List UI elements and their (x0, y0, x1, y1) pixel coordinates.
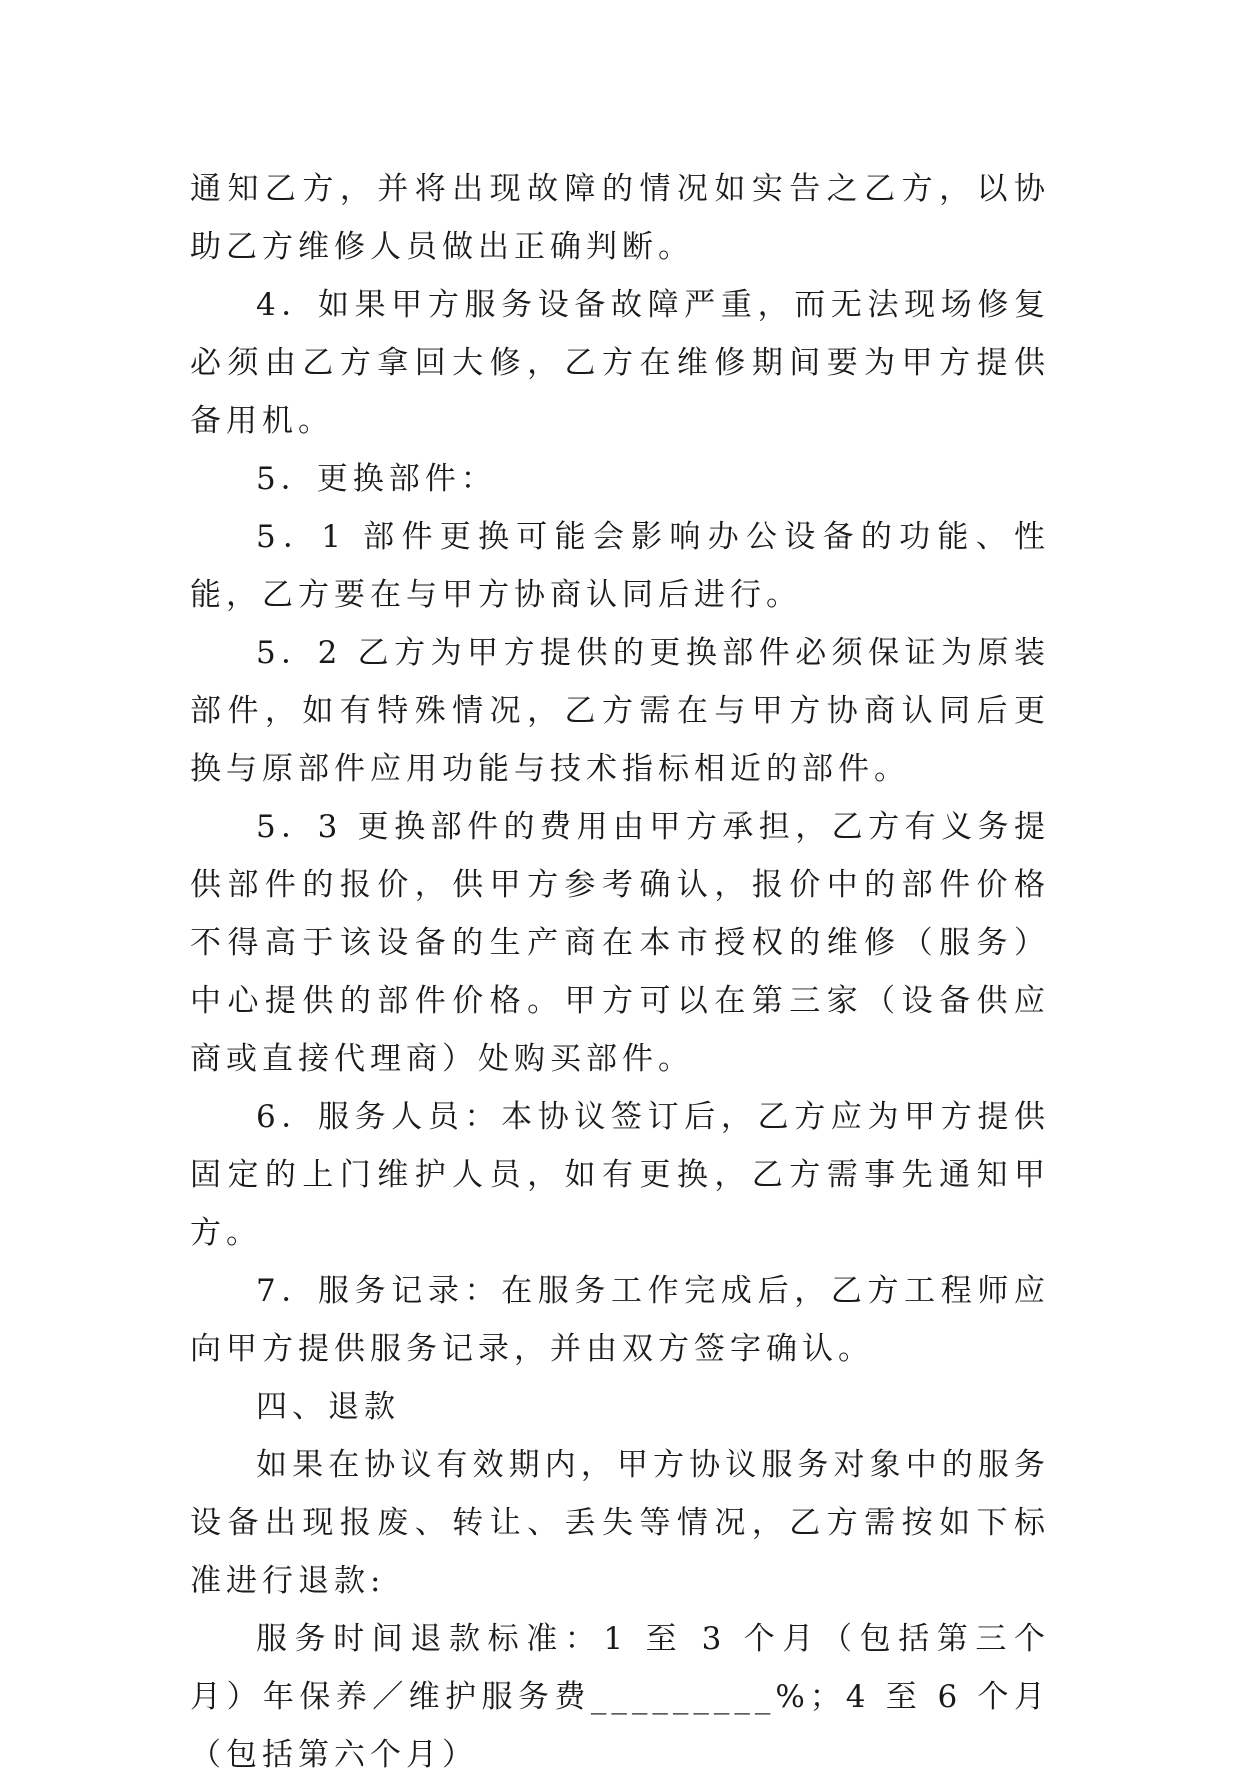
document-body (190, 160, 1050, 1784)
paragraph-6: 5．3 更换部件的费用由甲方承担，乙方有义务提供部件的报价，供甲方参考确认，报价中的部件价格不得高于该设备的生产商在本市授权的维修（服务）中心提供的部件价格。甲方可以在第三家（设备供应商或直接代理商）处购买部件。 (190, 809, 1050, 1077)
paragraph-10: 如果在协议有效期内，甲方协议服务对象中的服务设备出现报废、转让、丢失等情况，乙方需按如下标准进行退款: (190, 1447, 1050, 1599)
paragraph-1: 通知乙方，并将出现故障的情况如实告之乙方，以协助乙方维修人员做出正确判断。 (190, 171, 1050, 265)
paragraph-8: 7．服务记录：在服务工作完成后，乙方工程师应向甲方提供服务记录，并由双方签字确认。 (190, 1273, 1050, 1367)
paragraph-7: 6．服务人员：本协议签订后，乙方应为甲方提供固定的上门维护人员，如有更换，乙方需事先通知甲方。 (190, 1099, 1050, 1251)
paragraph-3: 5．更换部件： (256, 461, 497, 497)
paragraph-2: 4．如果甲方服务设备故障严重，而无法现场修复必须由乙方拿回大修，乙方在维修期间要为甲方提供备用机。 (190, 287, 1050, 439)
paragraph-4: 5．1 部件更换可能会影响办公设备的功能、性能，乙方要在与甲方协商认同后进行。 (190, 519, 1050, 613)
paragraph-5: 5．2 乙方为甲方提供的更换部件必须保证为原装部件，如有特殊情况，乙方需在与甲方协商认同后更换与原部件应用功能与技术指标相近的部件。 (190, 635, 1050, 787)
section-heading-refund: 四、退款 (256, 1389, 400, 1425)
paragraph-11: 服务时间退款标准：1 至 3 个月（包括第三个月）年保养／维护服务费_________%；4 至 6 个月（包括第六个月） (190, 1621, 1050, 1773)
